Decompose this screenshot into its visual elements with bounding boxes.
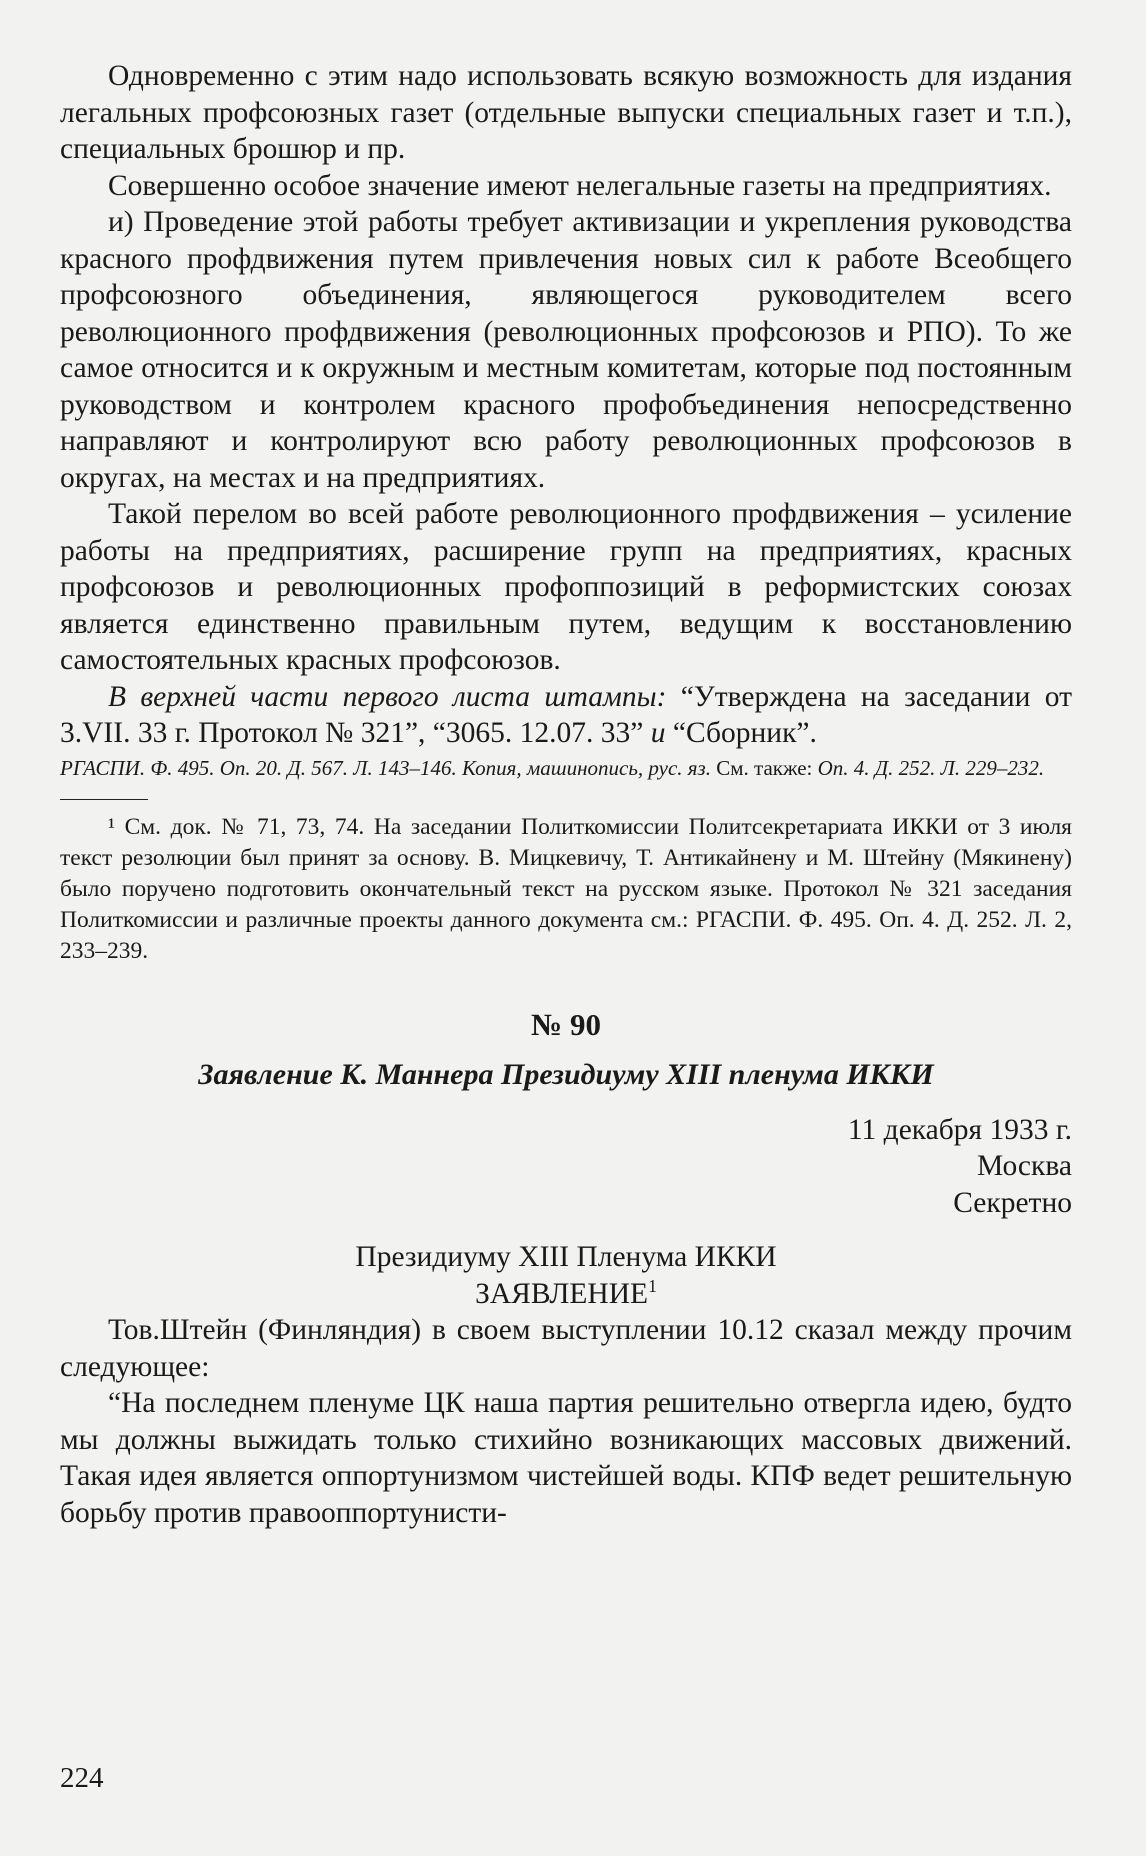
footnote-mark: 1	[648, 1275, 657, 1296]
archive-reference: РГАСПИ. Ф. 495. Оп. 20. Д. 567. Л. 143–146. Копия, машинопись, рус. яз.	[60, 755, 711, 780]
document-heading	[60, 1276, 1072, 1313]
paragraph: Тов.Штейн (Финляндия) в своем выступлении 10.12 сказал между прочим следующее:	[60, 1314, 1072, 1383]
archive-source	[60, 754, 1072, 783]
document-date: 11 декабря 1933 г.	[847, 1113, 1072, 1146]
document-place: Москва	[976, 1150, 1072, 1182]
stamp-note-quote: “Утверждена на заседании от 3.VII. 33 г. Протокол № 321”, “3065. 12.07. 33”	[60, 680, 1073, 749]
stamp-note-and: и	[643, 717, 673, 749]
see-also-reference: Оп. 4. Д. 252. Л. 229–232.	[817, 755, 1045, 780]
paragraph: и) Проведение этой работы требует активизации и укрепления руководства красного профдвижения путем привлечения новых сил к работе Всеобщего профсоюзного объединения, являющегося руководителем всего революционного профдвижения (революционных профсоюзов и РПО). То же самое относится и к окружным и местным комитетам, которые под постоянным руководством и контролем красного профобъединения непосредственно направляют и контролируют всю работу революционных профсоюзов в округах, на местах и на предприятиях.	[60, 206, 1072, 494]
stamp-note-quote: “Сборник”.	[672, 717, 817, 749]
document-number: № 90	[531, 1006, 601, 1042]
stamp-note-intro: В верхней части первого листа штампы:	[108, 680, 667, 713]
paragraph: Совершенно особое значение имеют нелегальные газеты на предприятиях.	[108, 169, 1052, 202]
see-also-label: См. также:	[711, 755, 818, 780]
document-addressee: Президиуму XIII Пленума ИККИ	[355, 1241, 777, 1273]
page-body	[60, 58, 1072, 1531]
document-classification: Секретно	[953, 1186, 1072, 1219]
paragraph: “На последнем пленуме ЦК наша партия решительно отвергла идею, будто мы должны выжидать только стихийно возникающих массовых движений. Такая идея является оппортунизмом чистейшей воды. КПФ ведет решительную борьбу против правооппортунисти-	[60, 1387, 1072, 1529]
page-number: 224	[60, 1762, 104, 1794]
footnote-separator	[60, 799, 148, 800]
document-title: Заявление К. Маннера Президиуму XIII пленума ИККИ	[198, 1058, 934, 1091]
stamp-note	[60, 679, 1072, 752]
paragraph: Такой перелом во всей работе революционного профдвижения – усиление работы на предприятиях, расширение групп на предприятиях, красных профсоюзов и революционных профоппозиций в реформистских союзах является единственно правильным путем, ведущим к восстановлению самостоятельных красных профсоюзов.	[60, 498, 1072, 676]
paragraph: Одновременно с этим надо использовать всякую возможность для издания легальных профсоюзных газет (отдельные выпуски специальных газет и т.п.), специальных брошюр и пр.	[60, 60, 1072, 165]
footnote: ¹ См. док. № 71, 73, 74. На заседании Политкомиссии Политсекретариата ИККИ от 3 июля текст резолюции был принят за основу. В. Мицкевичу, Т. Антикайнену и М. Штейну (Мякинену) было поручено подготовить окончательный текст на русском языке. Протокол № 321 заседания Политкомиссии и различные проекты данного документа см.: РГАСПИ. Ф. 495. Оп. 4. Д. 252. Л. 2, 233–239.	[60, 813, 1072, 964]
document-header	[60, 1007, 1072, 1313]
document-heading-text: ЗАЯВЛЕНИЕ	[475, 1277, 649, 1310]
